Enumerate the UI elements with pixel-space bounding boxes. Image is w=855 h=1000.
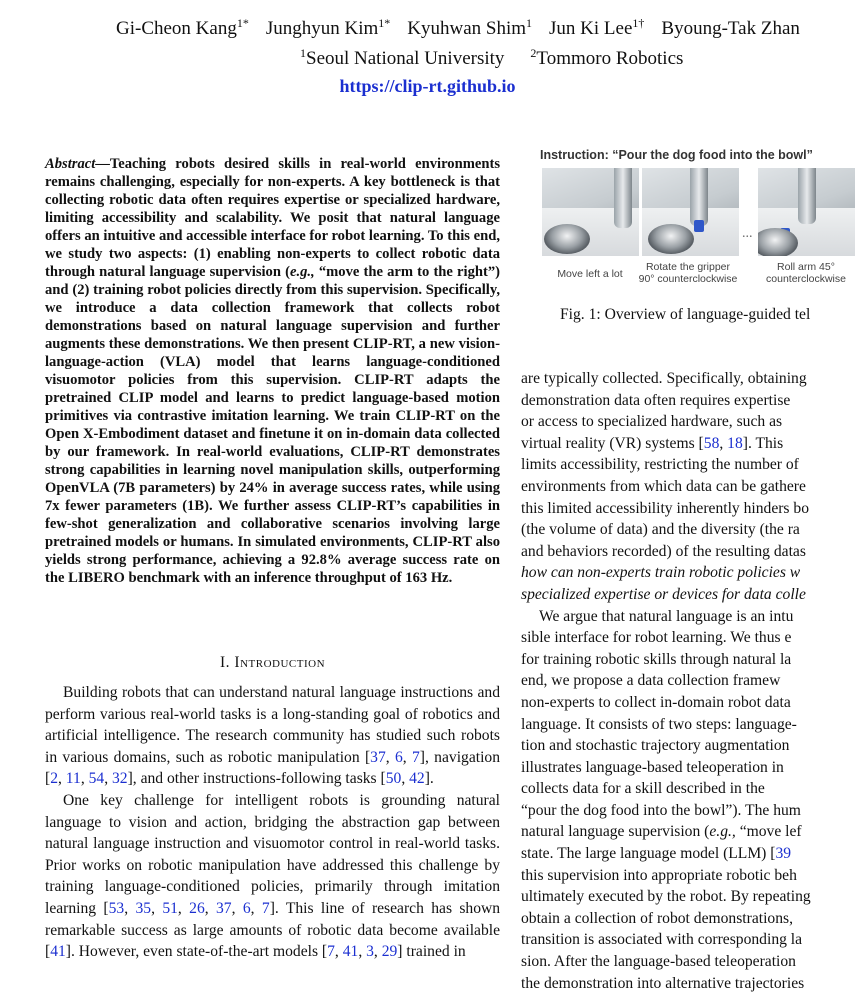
- text-line: [521, 627, 855, 649]
- line-text: sion. After the language-based teleoperation: [521, 953, 796, 971]
- robot-frame-3: [758, 168, 855, 256]
- citation-link[interactable]: 50: [385, 770, 402, 788]
- line-text: or access to specialized hardware, such as: [521, 413, 783, 431]
- text-run: ,: [151, 899, 163, 917]
- text-run: ,: [80, 770, 89, 788]
- text-run: ,: [334, 943, 343, 961]
- text-line: [521, 843, 855, 865]
- line-text: illustrates language-based teleoperation in: [521, 758, 784, 776]
- text-run: ] trained in: [397, 943, 466, 961]
- author-5: [661, 18, 800, 39]
- line-text: this limited accessibility inherently hinders bo: [521, 499, 809, 517]
- text-line: [521, 800, 855, 822]
- figure-ellipsis: ...: [742, 226, 753, 241]
- citation-link[interactable]: 41: [342, 943, 359, 961]
- line-text: state. The large language model (LLM) [: [521, 845, 776, 863]
- citation-link[interactable]: 51: [162, 899, 178, 917]
- line-text: demonstration data often requires expertise: [521, 391, 791, 409]
- affiliation-2-sup: 2: [530, 46, 537, 60]
- line-text: natural language supervision (: [521, 823, 710, 841]
- text-line: [521, 562, 855, 584]
- text-line: [521, 886, 855, 908]
- author-4: [549, 18, 644, 39]
- line-text: sible interface for robot learning. We thus e: [521, 629, 792, 647]
- author-2: [266, 18, 390, 39]
- text-line: [521, 454, 855, 476]
- text-line: [521, 433, 855, 455]
- right-column-text: [521, 368, 855, 994]
- text-line: [521, 973, 855, 995]
- frame-caption-2: Rotate the gripper 90° counterclockwise: [638, 261, 738, 285]
- text-run: ]. This line of research has shown remarkable success as large amounts of robotic data become available [: [45, 899, 501, 961]
- figure-1: [540, 148, 855, 290]
- citation-link[interactable]: 18: [727, 434, 743, 452]
- citation-link[interactable]: 58: [703, 434, 720, 452]
- text-run: ,: [177, 899, 190, 917]
- text-line: [521, 368, 855, 390]
- section-title: Introduction: [234, 654, 326, 671]
- author-affiliation-sup: 1*: [378, 16, 391, 30]
- line-text: end, we propose a data collection framew: [521, 672, 781, 690]
- text-run: ,: [124, 899, 136, 917]
- figure-frames: [540, 168, 855, 258]
- text-line: [521, 757, 855, 779]
- citation-link[interactable]: 7: [261, 899, 270, 917]
- text-run: ,: [58, 770, 66, 788]
- line-text: collects data for a skill described in the: [521, 780, 765, 798]
- frame-caption-3: Roll arm 45° counterclockwise: [766, 261, 846, 285]
- text-line: [521, 778, 855, 800]
- text-run: ,: [250, 899, 262, 917]
- project-url-link[interactable]: https://clip-rt.github.io: [339, 76, 516, 96]
- affiliation-1: Seoul National University: [306, 48, 505, 69]
- line-text: and behaviors recorded) of the resulting datas: [521, 542, 806, 560]
- text-line: [521, 865, 855, 887]
- line-text: (the volume of data) and the diversity (the ra: [521, 521, 800, 539]
- intro-paragraph-2: [45, 790, 500, 963]
- frame-caption-1: Move left a lot: [557, 268, 623, 280]
- abstract-text-2: “move the arm to the right”) and (2) training robot policies directly from this supervision. Specifically, we introduce a data collection framework that collects robot demonstrations based on natural language supervision and further augments these demonstrations. We then present CLIP-RT, a new vision-language-action (VLA) model that learns language-conditioned visuomotor policies from this supervision. CLIP-RT adapts the pretrained CLIP model and learns to predict language-based motion primitives via contrastive imitation learning. We train CLIP-RT on the Open X-Embodiment dataset and finetune it on in-domain data collected by our framework. In real-world evaluations, CLIP-RT demonstrates strong capabilities in learning novel manipulation skills, outperforming OpenVLA (7B parameters) by 24% in average success rates, while using 7x fewer parameters (1B). We further assess CLIP-RT’s capabilities in few-shot generalization and collaborative scenarios involving large pretrained models or humans. In simulated environments, CLIP-RT also yields strong performance, achieving a 92.8% average success rate on the LIBERO benchmark with an inference throughput of 163 Hz.: [45, 264, 501, 586]
- author-name: Junghyun Kim: [265, 18, 379, 39]
- affiliations: [300, 48, 683, 70]
- line-text: for training robotic skills through natural la: [521, 650, 792, 668]
- text-line: [521, 584, 855, 606]
- line-text: virtual reality (VR) systems [: [521, 434, 704, 452]
- text-run: ], and other instructions-following tasks [: [127, 770, 386, 788]
- text-run: ,: [402, 748, 412, 766]
- text-run: ,: [401, 770, 410, 788]
- line-text: how can non-experts train robotic policies w: [521, 564, 801, 582]
- section-number: I.: [219, 654, 231, 671]
- text-run: ,: [104, 770, 112, 788]
- citation-link[interactable]: 37: [216, 899, 232, 917]
- affiliation-2: Tommoro Robotics: [536, 48, 684, 69]
- text-run: ].: [424, 770, 434, 788]
- text-line: [521, 411, 855, 433]
- figure-frame-captions: [540, 258, 855, 290]
- robot-frame-2: [642, 168, 739, 256]
- citation-link[interactable]: 53: [108, 899, 125, 917]
- citation-link[interactable]: 42: [409, 770, 425, 788]
- text-run: ]. However, even state-of-the-art models [: [65, 943, 328, 961]
- text-line: [521, 498, 855, 520]
- citation-link[interactable]: 6: [242, 899, 251, 917]
- line-text: “pour the dog food into the bowl”). The hum: [521, 801, 801, 819]
- citation-link[interactable]: 39: [775, 845, 792, 863]
- line-text: ]. This: [742, 434, 784, 452]
- line-text: the demonstration into alternative trajectories: [521, 974, 805, 992]
- text-run: ,: [385, 748, 395, 766]
- citation-link[interactable]: 54: [88, 770, 105, 788]
- text-line: [521, 519, 855, 541]
- author-3: [407, 18, 532, 39]
- text-line: [521, 714, 855, 736]
- line-text: We argue that natural language is an intu: [539, 607, 794, 625]
- line-text: non-experts to collect in-domain robot data: [521, 693, 791, 711]
- line-text: obtain a collection of robot demonstrations,: [521, 909, 793, 927]
- author-name: Gi-Cheon Kang: [116, 18, 237, 39]
- citation-link[interactable]: 26: [189, 899, 205, 917]
- line-text: environments from which data can be gathere: [521, 477, 806, 495]
- citation-link[interactable]: 7: [411, 748, 420, 766]
- text-line: [521, 821, 855, 843]
- author-1: [116, 18, 249, 39]
- author-affiliation-sup: 1: [526, 16, 533, 30]
- text-line: [521, 908, 855, 930]
- citation-link[interactable]: 32: [112, 770, 128, 788]
- line-text-italic: e.g.,: [709, 823, 736, 841]
- text-line: [521, 541, 855, 563]
- abstract-text-1: —Teaching robots desired skills in real-world environments remains challenging, especially for non-experts. A key bottleneck is that collecting robotic data often requires expertise or specialized hardware, limiting accessibility and scalability. We posit that natural language offers an intuitive and accessible interface for robot learning. To this end, we study two aspects: (1) enabling non-experts to collect robotic data through natural language supervision (: [45, 156, 500, 280]
- project-url-container: [0, 76, 855, 97]
- text-line: [521, 929, 855, 951]
- author-affiliation-sup: 1†: [632, 16, 645, 30]
- affiliation-1-sup: 1: [300, 46, 306, 60]
- text-line: [521, 692, 855, 714]
- author-name: Byoung-Tak Zhan: [661, 18, 800, 39]
- text-run: Building robots that can understand natural language instructions and perform various real-world tasks is a long-standing goal of robotics and artificial intelligence. The research community has studied such robots in various domains, such as robotic manipulation [: [45, 684, 500, 766]
- line-text: transition is associated with corresponding la: [521, 931, 803, 949]
- text-line: [521, 390, 855, 412]
- citation-link[interactable]: 11: [65, 770, 81, 788]
- author-name: Kyuhwan Shim: [407, 18, 527, 39]
- abstract: [45, 155, 500, 587]
- author-affiliation-sup: 1*: [236, 16, 249, 30]
- text-run: ,: [231, 899, 243, 917]
- line-text: “move lef: [735, 823, 802, 841]
- citation-link[interactable]: 35: [135, 899, 152, 917]
- text-run: ,: [358, 943, 367, 961]
- line-text: are typically collected. Specifically, obtaining: [521, 370, 807, 387]
- text-run: ], navigation [: [45, 748, 501, 788]
- figure-instruction: Instruction: “Pour the dog food into the bowl”: [540, 148, 813, 162]
- author-name: Jun Ki Lee: [549, 18, 633, 39]
- citation-link[interactable]: 29: [381, 943, 398, 961]
- robot-frame-1: [542, 168, 639, 256]
- line-text: tion and stochastic trajectory augmentation: [521, 737, 790, 755]
- line-text: specialized expertise or devices for data colle: [521, 585, 806, 603]
- intro-paragraph-1: [45, 682, 500, 790]
- citation-link[interactable]: 37: [370, 748, 386, 766]
- line-text: language. It consists of two steps: language-: [521, 715, 797, 733]
- citation-link[interactable]: 3: [366, 943, 374, 961]
- text-line: [521, 606, 855, 628]
- citation-link[interactable]: 41: [50, 943, 66, 961]
- figure-caption: Fig. 1: Overview of language-guided tel: [560, 306, 811, 323]
- line-text: limits accessibility, restricting the number of: [521, 456, 799, 474]
- author-list: [0, 18, 855, 40]
- text-line: [521, 476, 855, 498]
- line-text: ,: [719, 434, 728, 452]
- text-line: [521, 670, 855, 692]
- abstract-eg: e.g.,: [289, 264, 315, 280]
- section-heading: [45, 654, 500, 672]
- text-run: ,: [204, 899, 216, 917]
- introduction-body: [45, 682, 500, 963]
- text-run: One key challenge for intelligent robots is grounding natural language to vision and action, bridging the abstraction gap between natural language instruction and visuomotor control in real-world tasks. Prior works on robotic manipulation have addressed this challenge by training language-conditioned policies, primarily through imitation learning [: [45, 791, 500, 917]
- line-text: this supervision into appropriate robotic beh: [521, 866, 797, 884]
- text-line: [521, 649, 855, 671]
- line-text: ultimately executed by the robot. By repeating: [521, 888, 811, 906]
- text-line: [521, 951, 855, 973]
- citation-link[interactable]: 7: [327, 943, 335, 961]
- text-run: ,: [373, 943, 382, 961]
- text-line: [521, 735, 855, 757]
- citation-link[interactable]: 2: [50, 770, 58, 788]
- citation-link[interactable]: 6: [394, 748, 403, 766]
- abstract-lead: Abstract: [45, 156, 96, 172]
